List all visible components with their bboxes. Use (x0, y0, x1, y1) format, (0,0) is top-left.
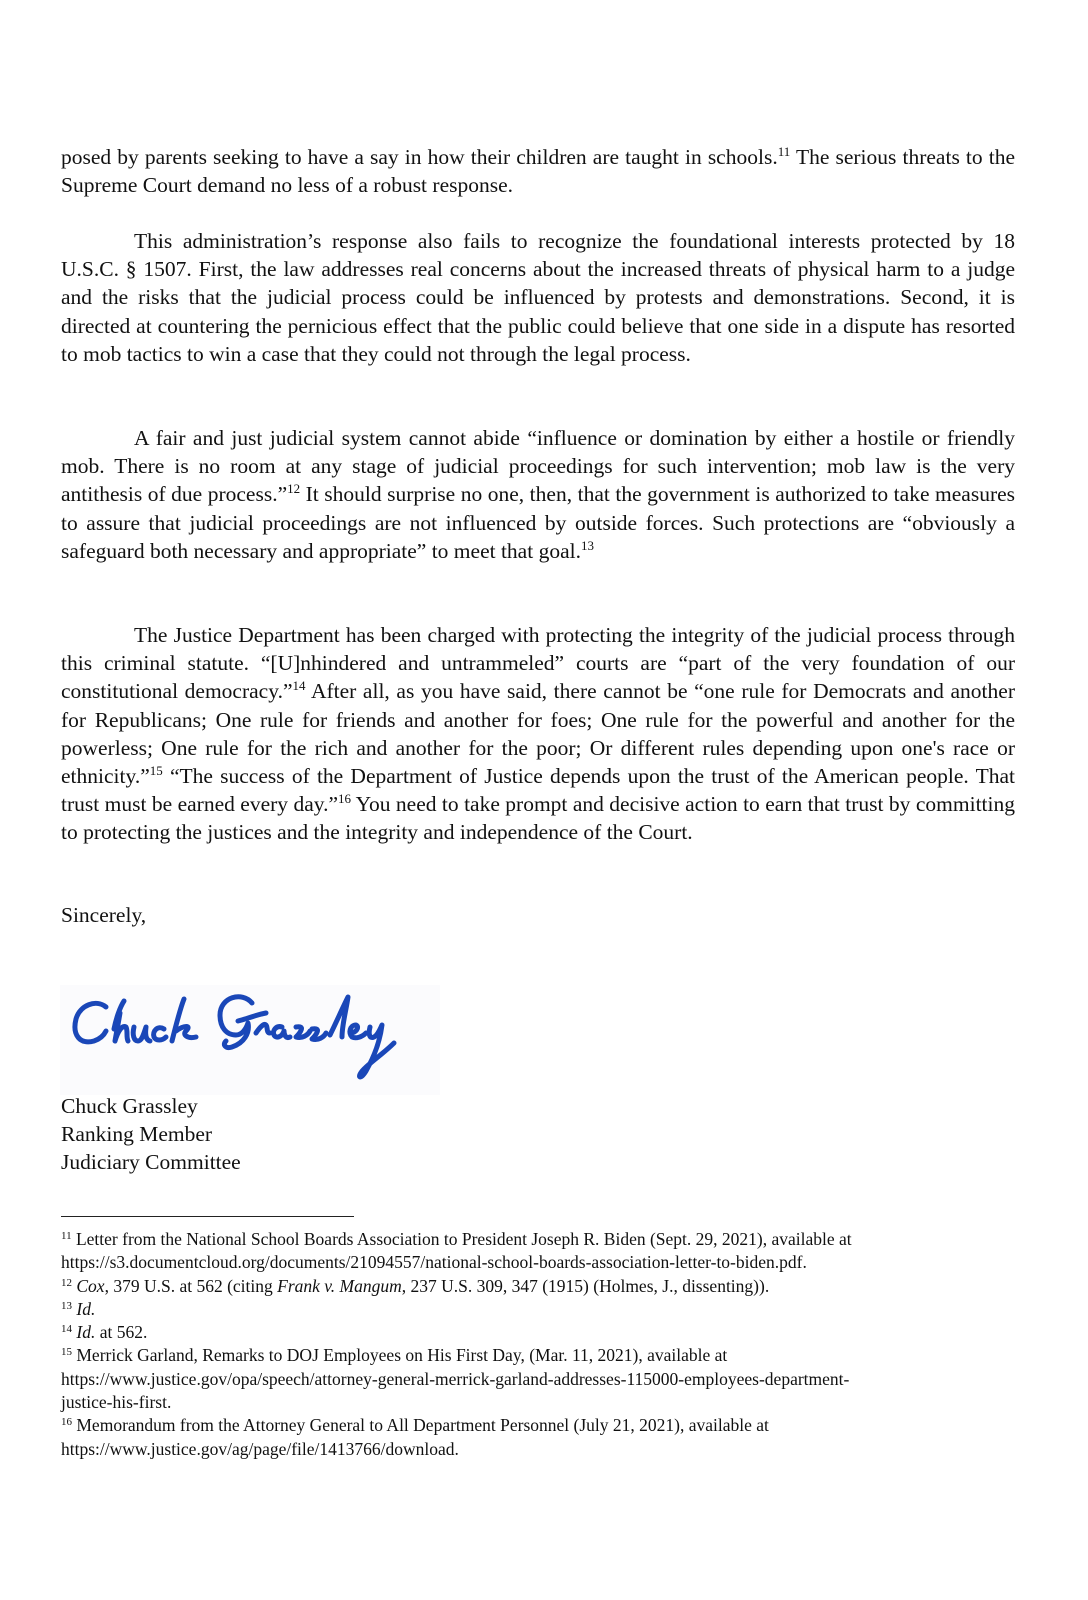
footnote-12-text-b: , 237 U.S. 309, 347 (1915) (Holmes, J., dissenting)). (401, 1275, 770, 1296)
footnote-ref-13: 13 (580, 537, 594, 553)
footnote-12-text-a: , 379 U.S. at 562 (citing (104, 1275, 278, 1296)
footnote-ref-12: 12 (287, 481, 301, 497)
paragraph-3 (61, 424, 1015, 565)
signature-image (60, 985, 440, 1095)
footnote-15-url-1: https://www.justice.gov/opa/speech/attorney-general-merrick-garland-addresses-115000-employees-department- (61, 1368, 850, 1389)
footnote-12 (61, 1275, 1021, 1298)
paragraph-3-text-b: It should surprise no one, then, that the government is authorized to take measures to assure that judicial proceedings are not influenced by outside forces. Such protections are “obviously a safeguard both necessary and appropriate” to meet that goal. (61, 482, 1016, 563)
footnote-ref-15: 15 (149, 763, 163, 779)
paragraph-4-text-d: You need to take prompt and decisive action to earn that trust by committing to protecting the justices and the integrity and independence of the Court. (61, 792, 1015, 845)
footnote-separator (61, 1216, 354, 1217)
footnote-14-text: at 562. (95, 1322, 148, 1343)
paragraph-4-text-a: The Justice Department has been charged with protecting the integrity of the judicial process through this criminal statute. “[U]nhindered and untrammeled” courts are “part of the very foundation of our constitutional democracy.” (61, 623, 1015, 704)
paragraph-4 (61, 621, 1015, 847)
footnote-13 (61, 1298, 1021, 1321)
footnote-15-line-1: Merrick Garland, Remarks to DOJ Employees on His First Day, (Mar. 11, 2021), available at (76, 1345, 728, 1366)
signature-block (61, 1092, 241, 1176)
footnote-16-line-1: Memorandum from the Attorney General to All Department Personnel (July 21, 2021), available at (76, 1415, 769, 1436)
footnote-16-url: https://www.justice.gov/ag/page/file/1413766/download. (61, 1438, 459, 1459)
closing-salutation: Sincerely, (61, 903, 147, 927)
paragraph-1 (61, 143, 1015, 199)
paragraph-1-text-b: The serious threats to the Supreme Court demand no less of a robust response. (61, 145, 1016, 198)
footnote-13-number: 13 (61, 1299, 72, 1312)
footnote-14-cite: Id. (76, 1322, 96, 1343)
footnote-11-line-1: Letter from the National School Boards Association to President Joseph R. Biden (Sept. 29, 2021), available at (75, 1229, 852, 1249)
footnote-12-case-2: Frank v. Mangum (277, 1275, 402, 1296)
signer-name: Chuck Grassley (61, 1094, 198, 1118)
footnote-11-number: 11 (61, 1230, 72, 1242)
paragraph-1-text-a: posed by parents seeking to have a say in how their children are taught in schools. (61, 145, 778, 169)
handwritten-signature (60, 985, 440, 1095)
paragraph-2 (61, 227, 1015, 368)
footnote-14 (61, 1321, 1021, 1344)
paragraph-4-text-c: “The success of the Department of Justice depends upon the trust of the American people. That trust must be earned every day.” (61, 764, 1015, 817)
footnote-15 (61, 1344, 1021, 1367)
paragraph-3-text-a: A fair and just judicial system cannot abide “influence or domination by either a hostile or friendly mob. There is no room at any stage of judicial proceedings for such intervention; mob law is the very antithesis of due process.” (61, 426, 1015, 507)
signer-committee: Judiciary Committee (61, 1150, 241, 1174)
footnote-16-number: 16 (61, 1416, 72, 1429)
footnote-14-number: 14 (61, 1323, 72, 1336)
footnote-12-case: Cox (76, 1275, 105, 1296)
paragraph-2-text: This administration’s response also fails to recognize the foundational interests protected by 18 U.S.C. § 1507. First, the law addresses real concerns about the increased threats of physical harm to a judge and the risks that the judicial process could be influenced by protests and demonstrations. Second, it is directed at countering the pernicious effect that the public could believe that one side in a dispute has resorted to mob tactics to win a case that they could not through the legal process. (61, 229, 1015, 366)
footnotes (61, 1228, 1021, 1461)
footnote-15-url-2: justice-his-first. (61, 1392, 172, 1413)
footnote-16 (61, 1414, 1021, 1437)
footnote-ref-16: 16 (338, 791, 352, 807)
footnote-12-number: 12 (61, 1276, 72, 1289)
footnote-ref-14: 14 (292, 678, 306, 694)
footnote-ref-11: 11 (777, 144, 791, 159)
footnote-15-number: 15 (61, 1346, 72, 1359)
footnote-11 (61, 1228, 1021, 1251)
paragraph-4-text-b: After all, as you have said, there cannot be “one rule for Democrats and another for Republicans; One rule for friends and another for foes; One rule for the powerful and another for the powerless; One rule for the rich and another for the poor; Or different rules depending upon one's race or ethnicity.” (61, 679, 1015, 789)
signer-title: Ranking Member (61, 1122, 213, 1146)
footnote-13-cite: Id. (76, 1298, 96, 1319)
footnote-11-url: https://s3.documentcloud.org/documents/21094557/national-school-boards-association-letter-to-biden.pdf. (61, 1252, 807, 1273)
